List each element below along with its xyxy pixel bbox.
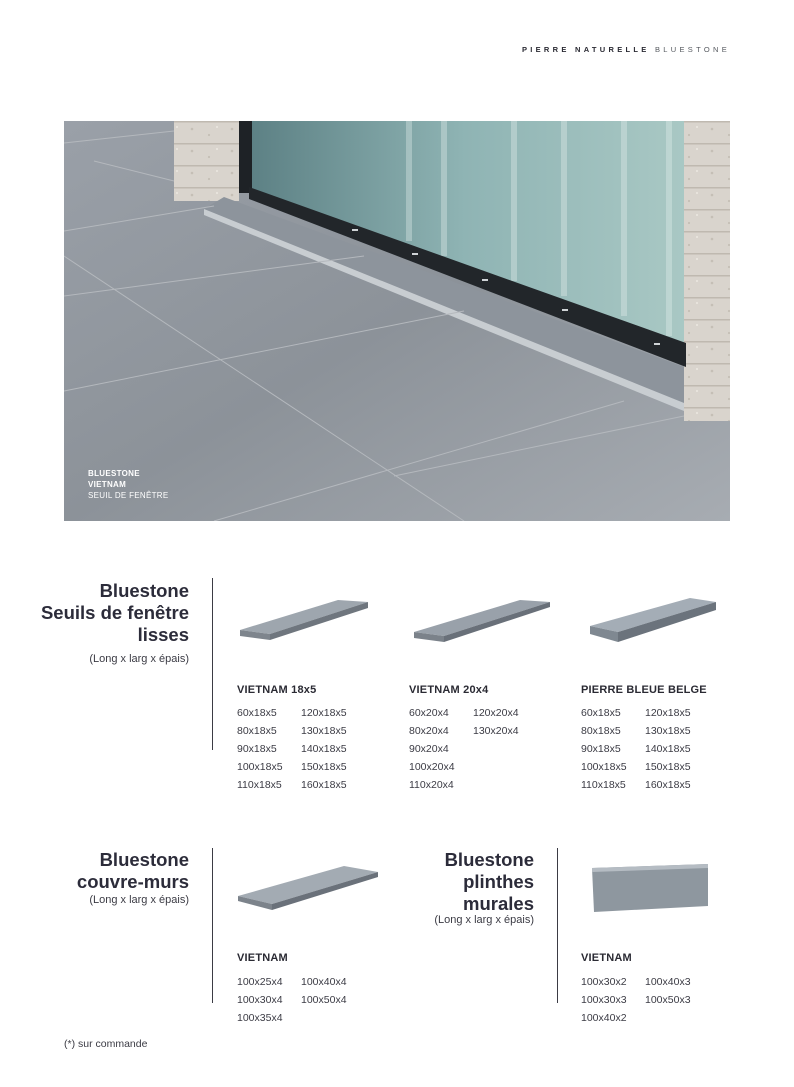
header-category: PIERRE NATURELLE: [521, 45, 650, 54]
pierre-bleue-belge-name: PIERRE BLEUE BELGE: [581, 684, 707, 696]
size-item: 100x18x5: [581, 761, 627, 773]
size-item: 90x20x4: [409, 743, 449, 755]
plinths-title: [334, 849, 534, 915]
header-subcategory: BLUESTONE: [655, 45, 730, 54]
plinths-vietnam-sizes: [581, 976, 709, 1030]
sills-title: [0, 580, 189, 646]
size-item: 100x20x4: [409, 761, 455, 773]
copings-vietnam-sizes: [237, 976, 365, 1030]
size-item: 100x30x2: [581, 976, 627, 988]
size-item: 110x18x5: [237, 779, 282, 791]
footnote: (*) sur commande: [64, 1038, 148, 1050]
vietnam-18x5-sizes: [237, 707, 365, 797]
size-item: 160x18x5: [301, 779, 347, 791]
vietnam-18x5-name: VIETNAM 18x5: [237, 684, 317, 696]
pierre-bleue-belge-image: [588, 596, 718, 650]
size-item: 130x18x5: [301, 725, 347, 737]
size-item: 160x18x5: [645, 779, 691, 791]
plinths-title-line1: Bluestone: [444, 849, 534, 870]
size-item: 130x18x5: [645, 725, 691, 737]
size-item: 100x30x3: [581, 994, 627, 1006]
size-item: 100x40x2: [581, 1012, 627, 1024]
size-item: 100x35x4: [237, 1012, 283, 1024]
page-header: [522, 45, 730, 54]
caption-origin: VIETNAM: [88, 480, 127, 489]
size-item: 80x18x5: [581, 725, 621, 737]
copings-title-line1: Bluestone: [99, 849, 189, 870]
size-item: 140x18x5: [645, 743, 691, 755]
size-item: 110x20x4: [409, 779, 454, 791]
size-item: 80x20x4: [409, 725, 449, 737]
copings-divider: [212, 848, 213, 1003]
photo-caption: [88, 468, 169, 501]
size-item: 140x18x5: [301, 743, 347, 755]
sills-title-line1: Bluestone: [99, 580, 189, 601]
plinths-title-line2: plinthes: [463, 871, 534, 892]
size-item: 100x40x3: [645, 976, 691, 988]
size-item: 100x40x4: [301, 976, 347, 988]
window-sill-photo: [64, 121, 730, 521]
copings-title-line2: couvre-murs: [76, 871, 189, 892]
plinths-divider: [557, 848, 558, 1003]
plinths-title-line3: murales: [463, 893, 534, 914]
pierre-bleue-belge-sizes: [581, 707, 709, 797]
vietnam-18x5-image: [238, 596, 370, 648]
plinths-vietnam-image: [590, 862, 712, 916]
size-item: 60x20x4: [409, 707, 449, 719]
copings-title: [0, 849, 189, 893]
size-item: 90x18x5: [237, 743, 277, 755]
copings-vietnam-name: VIETNAM: [237, 952, 288, 964]
size-item: 100x30x4: [237, 994, 283, 1006]
vietnam-20x4-image: [412, 596, 552, 650]
size-item: 120x18x5: [301, 707, 347, 719]
sills-title-line2: Seuils de fenêtre: [40, 602, 189, 623]
plinths-vietnam-name: VIETNAM: [581, 952, 632, 964]
size-item: 150x18x5: [645, 761, 691, 773]
sills-title-line3: lisses: [137, 624, 189, 645]
size-item: 80x18x5: [237, 725, 277, 737]
size-item: 130x20x4: [473, 725, 519, 737]
sills-divider: [212, 578, 213, 750]
size-item: 100x50x4: [301, 994, 347, 1006]
size-item: 100x25x4: [237, 976, 283, 988]
size-item: 120x18x5: [645, 707, 691, 719]
size-item: 100x50x3: [645, 994, 691, 1006]
vietnam-20x4-name: VIETNAM 20x4: [409, 684, 489, 696]
size-item: 60x18x5: [237, 707, 277, 719]
plinths-subtitle: (Long x larg x épais): [434, 914, 534, 926]
size-item: 90x18x5: [581, 743, 621, 755]
size-item: 150x18x5: [301, 761, 347, 773]
size-item: 100x18x5: [237, 761, 283, 773]
vietnam-20x4-sizes: [409, 707, 537, 797]
size-item: 120x20x4: [473, 707, 519, 719]
copings-subtitle: (Long x larg x épais): [89, 894, 189, 906]
caption-material: BLUESTONE: [88, 469, 140, 478]
sills-subtitle: (Long x larg x épais): [89, 653, 189, 665]
size-item: 110x18x5: [581, 779, 626, 791]
size-item: 60x18x5: [581, 707, 621, 719]
caption-product: SEUIL DE FENÊTRE: [88, 491, 169, 500]
